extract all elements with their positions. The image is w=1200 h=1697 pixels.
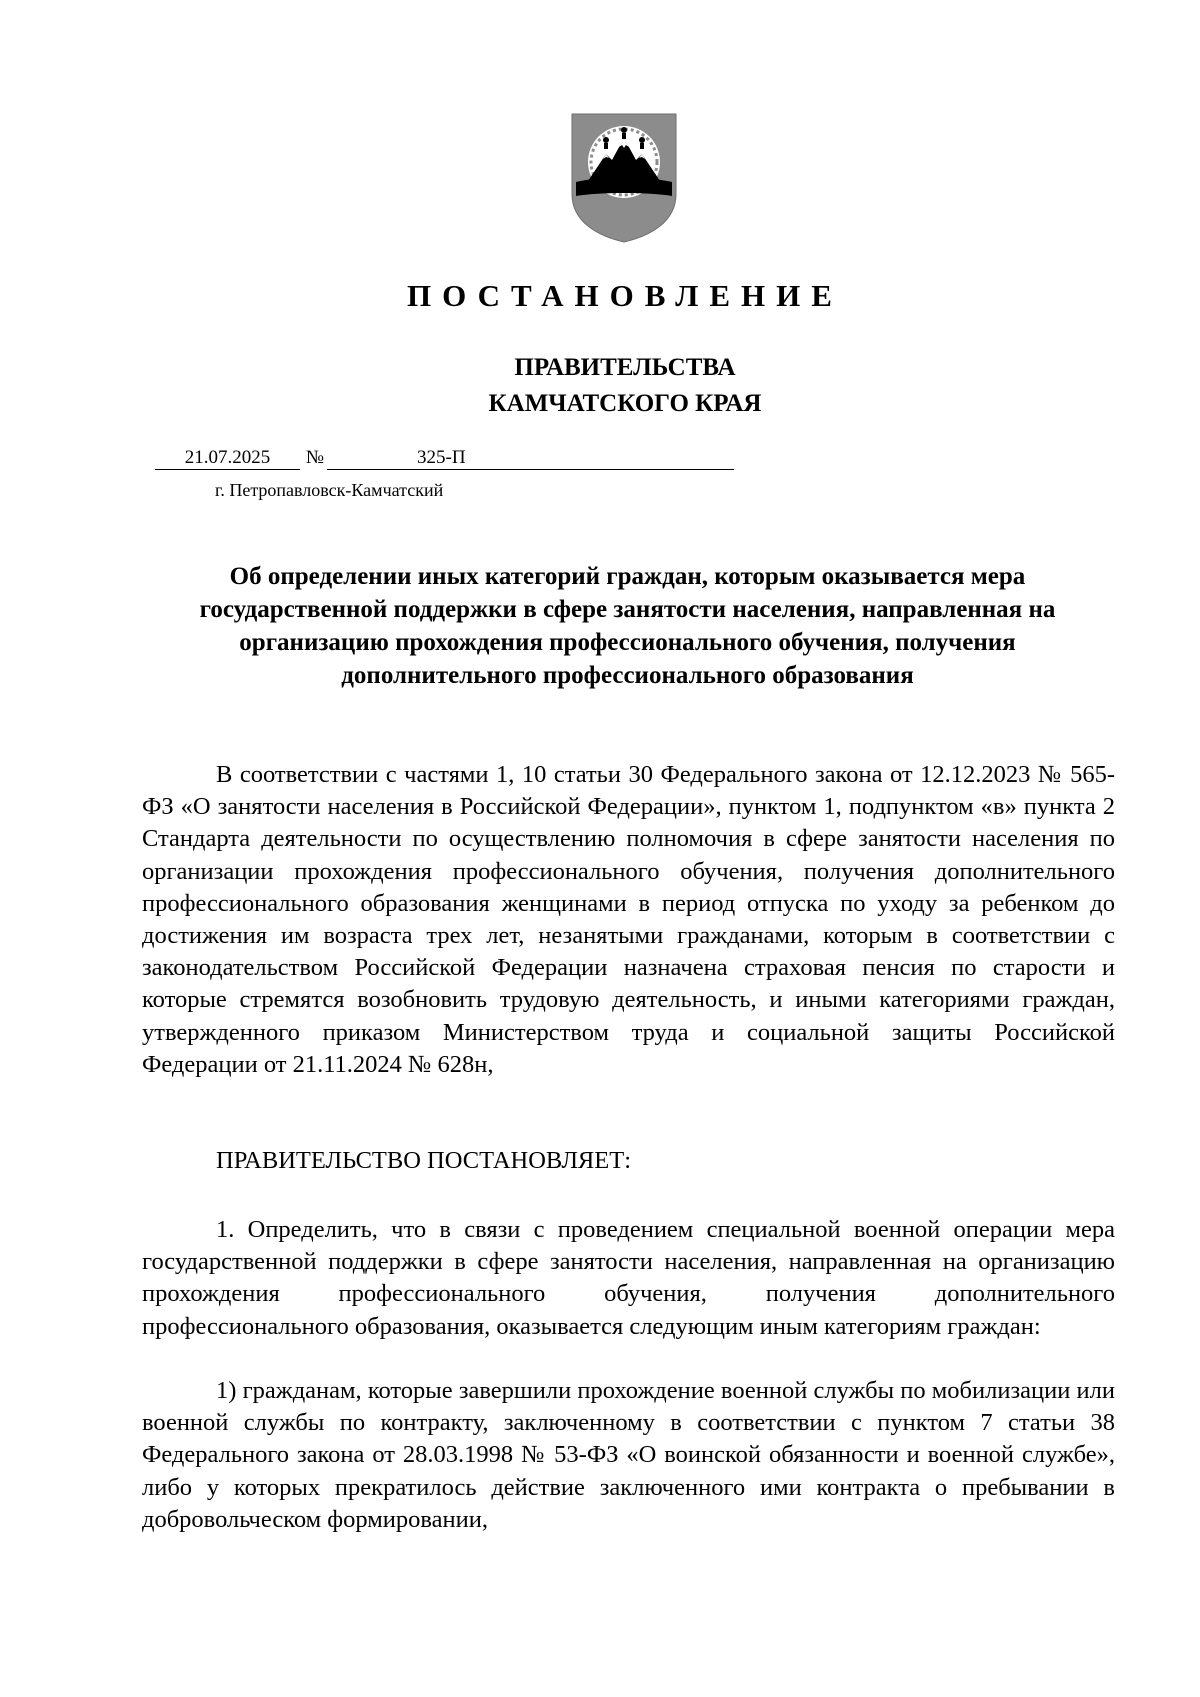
document-number-field [327, 447, 734, 470]
issuer-line-2: КАМЧАТСКОГО КРАЯ [488, 390, 762, 417]
decree-statement: ПРАВИТЕЛЬСТВО ПОСТАНОВЛЯЕТ: [216, 1147, 632, 1174]
document-number: 325-П [417, 447, 466, 468]
issuer-line-1: ПРАВИТЕЛЬСТВА [514, 354, 736, 381]
item-1-1-paragraph: 1) гражданам, которые завершили прохождение военной службы по мобилизации или военной службы по контракту, заключенному в соответствии с пунктом 7 статьи 38 Федерального закона от 28.03.1998 № 53-ФЗ «О воинской обязанности и военной службе», либо у которых прекратилось действие заключенного ими контракта о пребывании в добровольческом формировании, [142, 1377, 1115, 1533]
document-type: ПОСТАНОВЛЕНИЕ [407, 278, 843, 313]
document-date: 21.07.2025 [155, 447, 300, 470]
city: г. Петропавловск-Камчатский [215, 480, 444, 500]
number-sign: № [305, 447, 325, 468]
preamble-paragraph: В соответствии с частями 1, 10 статьи 30 Федерального закона от 12.12.2023 № 565-ФЗ «О занятости населения в Российской Федерации», пунктом 1, подпунктом «в» пункта 2 Стандарта деятельности по осуществлению полномочия в сфере занятости населения по организации прохождения профессионального обучения, получения дополнительного профессионального образования женщинами в период отпуска по уходу за ребенком до достижения им возраста трех лет, незанятыми гражданами, которым в соответствии с законодательством Российской Федерации назначена страховая пенсия по старости и которые стремятся возобновить трудовую деятельность, и иными категориями граждан, утвержденного приказом Министерством труда и социальной защиты Российской Федерации от 21.11.2024 № 628н, [142, 761, 1115, 1078]
document-title: Об определении иных категорий граждан, которым оказывается мера государственной поддержки в сфере занятости населения, направленная на организацию прохождения профессионального обучения, получения дополнительного профессионального образования [199, 563, 1056, 689]
coat-of-arms-icon [570, 112, 678, 244]
item-1-paragraph: 1. Определить, что в связи с проведением специальной военной операции мера государственной поддержки в сфере занятости населения, направленная на организацию прохождения профессионального обучения, получения дополнительного профессионального образования, оказывается следующим иным категориям граждан: [142, 1216, 1115, 1340]
issuer [0, 350, 1200, 422]
